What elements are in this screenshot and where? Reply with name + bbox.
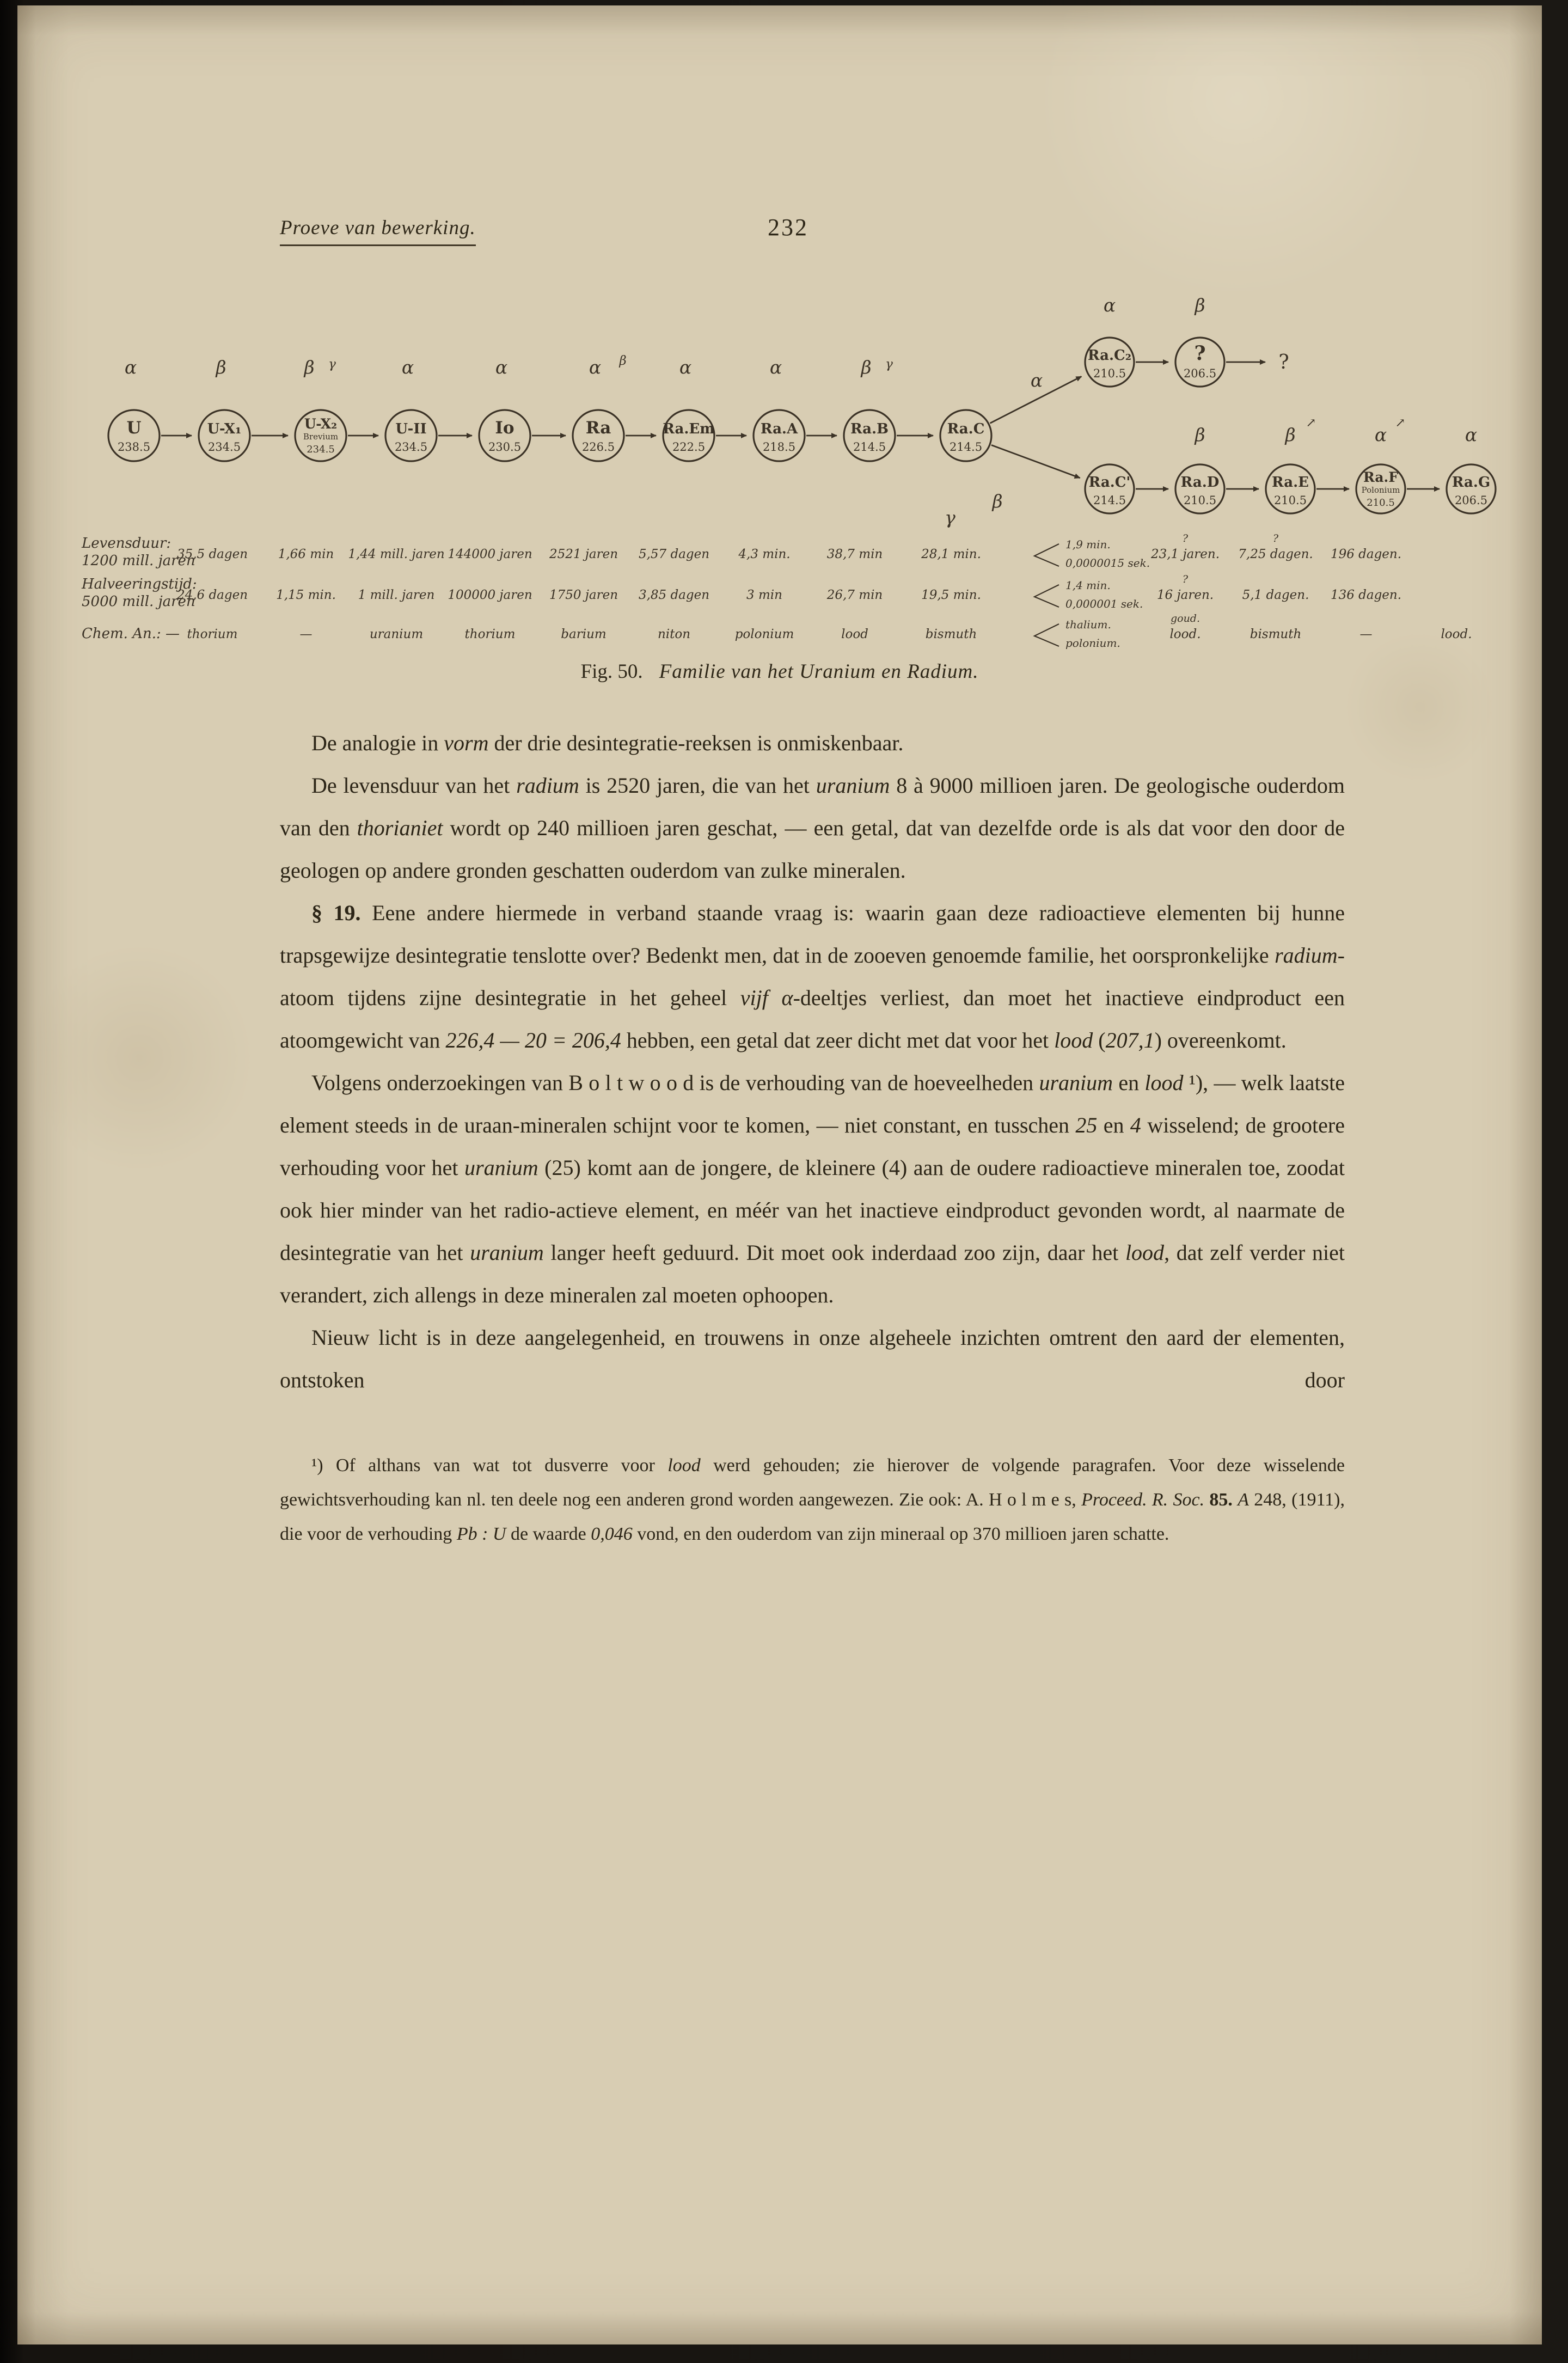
- table-row-label: 5000 mill. jaren: [82, 593, 195, 610]
- text-run: (: [1093, 1028, 1106, 1052]
- table-cell-r1-c5: 2521 jaren: [549, 547, 618, 561]
- decay-node-Ra: [573, 410, 624, 461]
- node-atomic-weight: 210.5: [1093, 367, 1126, 380]
- particle-symbol-13: α: [1030, 370, 1043, 391]
- text-run: langer heeft geduurd. Dit moet ook inderdaad zoo zijn, daar het: [543, 1240, 1125, 1265]
- text-run: 207,1: [1105, 1028, 1155, 1052]
- text-run: Eene andere hiermede in verband staande vraag is: waarin gaan deze radioactieve elementen bij hunne trapsgewijze desintegratie tenslotte over? Bedenkt men, dat in de zooeven genoemde familie, het oorspronkelijke: [280, 901, 1345, 968]
- node-subname: Brevium: [303, 432, 339, 442]
- table-row-label: Levensduur:: [82, 535, 171, 552]
- decay-node-RaCp: [1085, 464, 1134, 513]
- table-cell-r2-c11: 16 jaren.: [1156, 588, 1214, 602]
- text-run: radium: [516, 773, 579, 798]
- decay-node-UX1: [199, 410, 250, 461]
- text-run: 4: [1130, 1113, 1141, 1137]
- table-cell-r1-c11-upper: ?: [1182, 532, 1189, 544]
- text-run: vijf α: [740, 985, 793, 1010]
- particle-symbol-6: α: [495, 357, 508, 378]
- particle-symbol-9: α: [679, 357, 692, 378]
- text-run: -atoom tijdens zijne desintegratie in het geheel: [280, 943, 1345, 1010]
- decay-node-UX2: [295, 410, 346, 461]
- decay-node-RaG: [1447, 464, 1496, 513]
- table-row-label: Chem. An.: —: [82, 626, 180, 642]
- text-run: 248, (1911), die voor de verhouding: [280, 1490, 1345, 1544]
- node-atomic-weight: 226.5: [581, 440, 615, 454]
- text-run: uranium: [464, 1155, 538, 1180]
- text-run: en: [1097, 1113, 1130, 1137]
- table-cell-r1-c8: 38,7 min: [826, 547, 883, 561]
- node-atomic-weight: 218.5: [762, 440, 796, 454]
- text-run: uranium: [1039, 1070, 1113, 1095]
- particle-symbol-7: α: [589, 357, 602, 378]
- particle-symbol-3: β: [304, 357, 315, 378]
- text-run: 0,046: [591, 1524, 633, 1544]
- text-run: Volgens onderzoekingen van B o l t w o o d is de verhouding van de hoeveelheden: [311, 1070, 1039, 1095]
- table-cell-r2-c1: 24,6 dagen: [176, 588, 248, 602]
- node-label: Ra.C₂: [1087, 347, 1132, 364]
- table-cell-r3-c4: thorium: [464, 627, 516, 641]
- node-label: U-X₁: [207, 421, 242, 437]
- text-run: is 2520 jaren, die van het: [579, 773, 816, 798]
- text-run: De analogie in: [311, 731, 444, 755]
- figure-caption-number: Fig. 50.: [580, 660, 643, 683]
- text-run: 226,4 — 20 = 206,4: [445, 1028, 621, 1052]
- body-paragraph-1: [280, 722, 1345, 764]
- table-cell-r2-c8: 26,7 min: [826, 588, 883, 602]
- node-label: Ra.B: [850, 421, 889, 437]
- node-atomic-weight: 214.5: [949, 440, 983, 454]
- table-cell-r3-c11: lood.: [1169, 627, 1201, 641]
- table-cell-r1-c10-upper: 1,9 min.: [1065, 538, 1111, 551]
- decay-node-RaF: [1356, 464, 1405, 513]
- text-column: [280, 722, 1345, 1551]
- page-number: 232: [768, 214, 808, 241]
- node-atomic-weight: 210.5: [1183, 494, 1217, 507]
- node-label: Ra.F: [1363, 469, 1399, 485]
- node-atomic-weight: 214.5: [1093, 494, 1126, 507]
- particle-symbol-1: α: [124, 357, 137, 378]
- table-cell-r1-c9: 28,1 min.: [921, 547, 981, 561]
- text-run: [1204, 1490, 1209, 1510]
- particle-symbol-8: β: [619, 354, 627, 368]
- decay-node-RaE: [1266, 464, 1315, 513]
- text-run: lood: [667, 1455, 701, 1476]
- table-cell-r3-c5: barium: [561, 627, 607, 641]
- text-run: -deeltjes verliest, dan moet het inactieve eindproduct een atoomgewicht van: [280, 985, 1345, 1052]
- table-cell-r2-c10-upper: 1,4 min.: [1065, 579, 1111, 592]
- text-run: 25: [1075, 1113, 1098, 1137]
- text-run: der drie desintegratie-reeksen is onmiskenbaar.: [488, 731, 904, 755]
- text-run: de waarde: [506, 1524, 591, 1544]
- table-cell-r3-c13: —: [1359, 627, 1373, 641]
- decay-node-RaA: [754, 410, 805, 461]
- table-cell-r1-c7: 4,3 min.: [738, 547, 791, 561]
- decay-node-U: [108, 410, 160, 461]
- table-cell-r3-c7: polonium: [734, 627, 794, 641]
- footnote-paragraph-1: [280, 1448, 1345, 1551]
- particle-symbol-20: ↗: [1306, 416, 1316, 430]
- node-label: U-II: [395, 421, 427, 437]
- table-cell-r3-c12: bismuth: [1250, 627, 1302, 641]
- branch-brace: [1034, 544, 1059, 566]
- body-paragraph-3: [280, 892, 1345, 1062]
- text-run: Pb : U: [456, 1524, 506, 1544]
- table-cell-r3-c11-upper: goud.: [1170, 613, 1200, 625]
- decay-node-UII: [385, 410, 437, 461]
- decay-node-Io: [479, 410, 530, 461]
- particle-symbol-15: β: [992, 491, 1003, 512]
- text-run: radium: [1275, 943, 1338, 968]
- text-run: Nieuw licht is in deze aangelegenheid, en trouwens in onze algeheele inzichten omtrent den aard der elementen, ontstoken door: [280, 1325, 1345, 1392]
- table-cell-r3-c8: lood: [841, 627, 868, 641]
- branch-brace: [1034, 585, 1059, 607]
- node-label: Ra: [585, 418, 611, 438]
- text-run: uranium: [816, 773, 890, 798]
- table-cell-r3-c6: niton: [657, 627, 691, 641]
- terminal-unknown-label: ?: [1278, 351, 1289, 374]
- node-label: Ra.Em: [663, 421, 715, 437]
- particle-symbol-19: β: [1285, 424, 1296, 445]
- table-cell-r2-c3: 1 mill. jaren: [358, 588, 435, 602]
- node-atomic-weight: 222.5: [672, 440, 706, 454]
- table-row-label: Halveeringstijd:: [82, 576, 197, 592]
- particle-symbol-11: β: [861, 357, 872, 378]
- book-page: [17, 5, 1542, 2344]
- table-row-label: 1200 mill. jaren: [82, 553, 195, 569]
- text-run: wisselend; de grootere verhouding voor het: [280, 1113, 1345, 1180]
- table-cell-r2-c10-lower: 0,000001 sek.: [1065, 597, 1143, 610]
- node-atomic-weight: 210.5: [1273, 494, 1307, 507]
- table-cell-r2-c4: 100000 jaren: [448, 588, 532, 602]
- body-paragraph-4: [280, 1062, 1345, 1317]
- text-run: ¹), — welk laatste element steeds in de uraan-mineralen schijnt voor te komen, — niet constant, en tusschen: [280, 1070, 1345, 1137]
- table-cell-r3-c10-upper: thalium.: [1065, 618, 1111, 631]
- figure-caption-title: Familie van het Uranium en Radium.: [659, 660, 979, 683]
- body-paragraph-2: [280, 764, 1345, 892]
- text-run: thorianiet: [357, 816, 443, 840]
- node-atomic-weight: 210.5: [1367, 497, 1395, 509]
- branch-brace: [1034, 624, 1059, 646]
- text-run: Proceed. R. Soc.: [1081, 1490, 1205, 1510]
- text-run: lood: [1144, 1070, 1184, 1095]
- node-atomic-weight: 214.5: [853, 440, 886, 454]
- particle-symbol-10: α: [769, 357, 782, 378]
- text-run: vond, en den ouderdom van zijn mineraal op 370 millioen jaren schatte.: [632, 1524, 1169, 1544]
- table-cell-r3-c14: lood.: [1441, 627, 1472, 641]
- table-cell-r2-c7: 3 min: [746, 588, 782, 602]
- particle-symbol-5: α: [401, 357, 414, 378]
- node-label: U: [126, 418, 142, 438]
- table-cell-r3-c1: thorium: [187, 627, 238, 641]
- decay-chain-diagram: [17, 5, 1542, 697]
- text-run: De levensduur van het: [311, 773, 517, 798]
- text-run: hebben, een getal dat zeer dicht met dat voor het: [621, 1028, 1055, 1052]
- node-label: Ra.E: [1272, 474, 1309, 491]
- table-cell-r3-c9: bismuth: [925, 627, 977, 641]
- table-cell-r1-c6: 5,57 dagen: [638, 547, 710, 561]
- text-run: 85.: [1209, 1490, 1233, 1510]
- node-label: Ra.C: [947, 421, 985, 437]
- node-atomic-weight: 234.5: [394, 440, 428, 454]
- node-label: Ra.A: [760, 421, 798, 437]
- table-cell-r1-c2: 1,66 min: [278, 547, 334, 561]
- table-cell-r2-c5: 1750 jaren: [549, 588, 618, 602]
- text-run: lood: [1054, 1028, 1093, 1052]
- table-cell-r1-c1: 35,5 dagen: [176, 547, 248, 561]
- particle-symbol-16: α: [1103, 295, 1116, 316]
- node-label: Io: [495, 418, 514, 438]
- body-paragraph-5: [280, 1317, 1345, 1401]
- decay-node-RaC2: [1085, 338, 1134, 387]
- text-run: en: [1113, 1070, 1145, 1095]
- text-run: (25) komt aan de jongere, de kleinere (4) aan de oudere radioactieve mineralen toe, zoodat ook hier minder van het radio-actieve element, en méér van het inactieve eindproduct gevonden wordt, al naarmate de desintegratie van het: [280, 1155, 1345, 1265]
- table-cell-r3-c2: —: [299, 627, 313, 641]
- table-cell-r1-c13: 196 dagen.: [1330, 547, 1402, 561]
- node-atomic-weight: 238.5: [117, 440, 151, 454]
- particle-symbol-17: β: [1195, 295, 1205, 316]
- table-cell-r2-c2: 1,15 min.: [276, 588, 336, 602]
- table-cell-r1-c4: 144000 jaren: [448, 547, 532, 561]
- text-run: [1233, 1490, 1238, 1510]
- node-label: Ra.C': [1088, 474, 1131, 491]
- text-run: 8 à 9000 millioen jaren. De geologische ouderdom van den: [280, 773, 1345, 840]
- table-cell-r2-c11-upper: ?: [1182, 573, 1189, 585]
- table-cell-r2-c9: 19,5 min.: [921, 588, 981, 602]
- particle-symbol-23: α: [1465, 424, 1478, 445]
- table-cell-r2-c6: 3,85 dagen: [638, 588, 710, 602]
- footnote: [280, 1448, 1345, 1551]
- decay-node-RaC: [940, 410, 991, 461]
- figure-caption: [17, 660, 1542, 683]
- table-cell-r3-c10-lower: polonium.: [1065, 636, 1120, 650]
- particle-symbol-4: γ: [328, 357, 336, 371]
- decay-node-Q1: [1175, 338, 1224, 387]
- particle-symbol-12: γ: [885, 357, 893, 371]
- text-run: ¹) Of althans van wat tot dusverre voor: [311, 1455, 668, 1476]
- node-atomic-weight: 206.5: [1183, 367, 1217, 380]
- table-cell-r1-c12: 7,25 dagen.: [1238, 547, 1313, 561]
- node-atomic-weight: 230.5: [488, 440, 522, 454]
- table-cell-r1-c3: 1,44 mill. jaren: [348, 547, 445, 561]
- node-label: ?: [1194, 342, 1206, 365]
- running-title: Proeve van bewerking.: [280, 218, 476, 246]
- decay-node-RaEm: [663, 410, 714, 461]
- table-cell-r3-c3: uranium: [369, 627, 424, 641]
- text-run: vorm: [444, 731, 489, 755]
- node-label: Ra.G: [1451, 474, 1491, 491]
- text-run: , dat zelf verder niet verandert, zich allengs in deze mineralen zal moeten ophoopen.: [280, 1240, 1345, 1307]
- text-run: § 19.: [311, 901, 361, 925]
- table-cell-r2-c13: 136 dagen.: [1330, 588, 1402, 602]
- body-text: [280, 722, 1345, 1401]
- decay-node-RaB: [844, 410, 895, 461]
- text-run: lood: [1125, 1240, 1165, 1265]
- node-atomic-weight: 234.5: [307, 444, 335, 455]
- particle-symbol-21: α: [1374, 424, 1387, 445]
- text-run: uranium: [470, 1240, 544, 1265]
- table-cell-r1-c12-upper: ?: [1272, 532, 1279, 544]
- particle-symbol-2: β: [216, 357, 226, 378]
- decay-arrow-RaC-RaCp: [991, 445, 1080, 478]
- node-subname: Polonium: [1361, 485, 1400, 495]
- particle-symbol-14: γ: [945, 507, 955, 528]
- table-cell-r1-c11: 23,1 jaren.: [1150, 547, 1220, 561]
- text-run: A: [1238, 1490, 1249, 1510]
- node-atomic-weight: 234.5: [207, 440, 241, 454]
- node-label: U-X₂: [304, 416, 338, 432]
- table-cell-r1-c10-lower: 0,0000015 sek.: [1065, 556, 1150, 570]
- node-label: Ra.D: [1180, 474, 1220, 491]
- table-cell-r2-c12: 5,1 dagen.: [1242, 588, 1309, 602]
- text-run: wordt op 240 millioen jaren geschat, — een getal, dat van dezelfde orde is als dat voor den door de geologen op andere gronden geschatten ouderdom van zulke mineralen.: [280, 816, 1345, 883]
- node-atomic-weight: 206.5: [1454, 494, 1488, 507]
- text-run: ) overeenkomt.: [1154, 1028, 1287, 1052]
- particle-symbol-18: β: [1195, 424, 1205, 445]
- decay-node-RaD: [1175, 464, 1224, 513]
- particle-symbol-22: ↗: [1395, 416, 1406, 430]
- text-run: werd gehouden; zie hierover de volgende paragrafen. Voor deze wisselende gewichtsverhouding kan nl. ten deele nog een anderen grond worden aangewezen. Zie ook: A. H o l m e s,: [280, 1455, 1345, 1510]
